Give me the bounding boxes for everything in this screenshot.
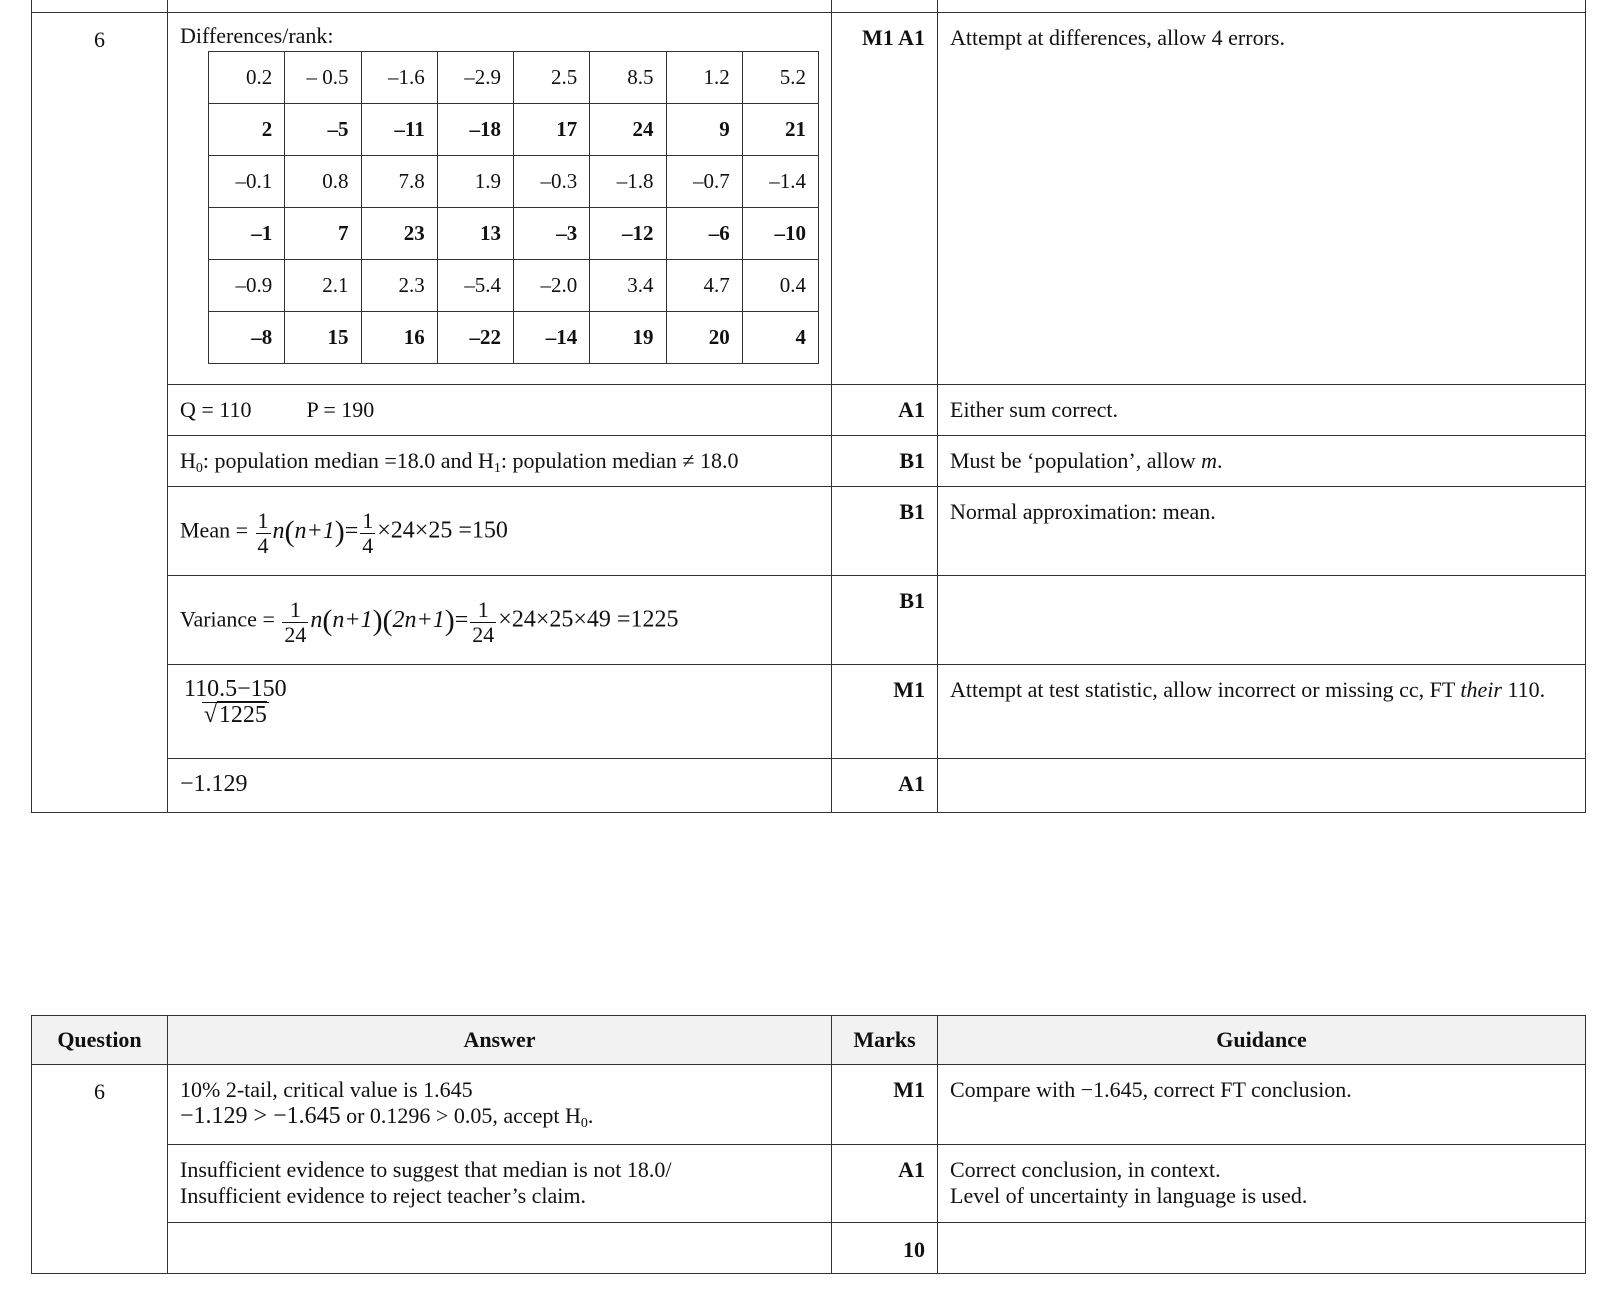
marks-conclusion: A1	[832, 1145, 938, 1223]
difference-cell: 8.5	[590, 52, 666, 104]
rank-cell: 13	[437, 208, 513, 260]
rank-cell: 9	[666, 104, 742, 156]
difference-row	[209, 156, 819, 208]
difference-cell: –2.0	[514, 260, 590, 312]
difference-cell: – 0.5	[285, 52, 361, 104]
rank-cell: –6	[666, 208, 742, 260]
row-sums	[32, 385, 1586, 436]
answer-differences	[168, 13, 832, 385]
guidance-test-statistic: Attempt at test statistic, allow incorrect or missing cc, FT their 110.	[938, 665, 1586, 759]
rank-cell: –3	[514, 208, 590, 260]
marks-result: A1	[832, 759, 938, 813]
rank-cell: 4	[742, 312, 818, 364]
question-number-2: 6	[32, 1065, 168, 1145]
variance-fraction-2: $\frac{1}{24}$	[472, 597, 495, 647]
rank-cell: –8	[209, 312, 285, 364]
rank-cell: 17	[514, 104, 590, 156]
header-marks: Marks	[832, 1016, 938, 1065]
rank-cell: –11	[361, 104, 437, 156]
rank-cell: 7	[285, 208, 361, 260]
answer-variance: Variance = $\frac{1}{24}$ n(n+1)(2n+1)= $\frac{1}{24}$ ×24×25×49 =1225	[168, 576, 832, 665]
sum-q: Q = 110	[180, 397, 252, 422]
header-answer: Answer	[168, 1016, 832, 1065]
mean-fraction-2: $\frac{1}{4}$	[362, 508, 374, 558]
answer-test-statistic	[168, 665, 832, 759]
answer-hypotheses: $H_0$: population median =18.0 and $H_1$: population median ≠ 18.0	[168, 436, 832, 487]
rank-cell: 21	[742, 104, 818, 156]
top-partial-row	[32, 0, 1586, 13]
differences-rank-table	[208, 51, 819, 364]
mean-fraction: $\frac{1}{4}$	[257, 508, 269, 558]
difference-cell: 0.2	[209, 52, 285, 104]
rank-cell: 19	[590, 312, 666, 364]
row-critical-value	[32, 1065, 1586, 1145]
difference-cell: –0.9	[209, 260, 285, 312]
guidance-differences: Attempt at differences, allow 4 errors.	[938, 13, 1586, 385]
difference-cell: 2.1	[285, 260, 361, 312]
difference-cell: 0.8	[285, 156, 361, 208]
guidance-sums: Either sum correct.	[938, 385, 1586, 436]
rank-cell: –5	[285, 104, 361, 156]
rank-cell: –14	[514, 312, 590, 364]
header-row	[32, 1016, 1586, 1065]
answer-sums	[168, 385, 832, 436]
difference-row	[209, 52, 819, 104]
rank-row	[209, 208, 819, 260]
difference-cell: 2.3	[361, 260, 437, 312]
difference-row	[209, 260, 819, 312]
marks-critical-value: M1	[832, 1065, 938, 1145]
difference-cell: –0.3	[514, 156, 590, 208]
guidance-variance	[938, 576, 1586, 665]
answer-result: −1.129	[168, 759, 832, 813]
difference-cell: –2.9	[437, 52, 513, 104]
variance-fraction: $\frac{1}{24}$	[284, 597, 307, 647]
difference-cell: 2.5	[514, 52, 590, 104]
rank-cell: –1	[209, 208, 285, 260]
rank-row	[209, 312, 819, 364]
difference-cell: 3.4	[590, 260, 666, 312]
row-test-statistic	[32, 665, 1586, 759]
marks-total: 10	[832, 1223, 938, 1274]
rank-cell: –18	[437, 104, 513, 156]
test-statistic-fraction: $\frac{110.5-150}{√1225}$	[184, 676, 287, 729]
rank-cell: –12	[590, 208, 666, 260]
markscheme-table-part2	[31, 1015, 1586, 1274]
row-variance	[32, 576, 1586, 665]
difference-cell: 1.9	[437, 156, 513, 208]
rank-row	[209, 104, 819, 156]
rank-cell: –10	[742, 208, 818, 260]
row-total	[32, 1223, 1586, 1274]
rank-cell: 16	[361, 312, 437, 364]
markscheme-table-part1	[31, 0, 1586, 813]
rank-cell: 23	[361, 208, 437, 260]
question-number: 6	[32, 13, 168, 385]
difference-cell: 1.2	[666, 52, 742, 104]
difference-cell: 7.8	[361, 156, 437, 208]
difference-cell: –0.1	[209, 156, 285, 208]
difference-cell: –0.7	[666, 156, 742, 208]
header-question: Question	[32, 1016, 168, 1065]
difference-cell: 5.2	[742, 52, 818, 104]
rank-cell: 20	[666, 312, 742, 364]
marks-hypotheses: B1	[832, 436, 938, 487]
guidance-conclusion: Correct conclusion, in context. Level of uncertainty in language is used.	[938, 1145, 1586, 1223]
difference-cell: –1.6	[361, 52, 437, 104]
row-hypotheses	[32, 436, 1586, 487]
rank-cell: 2	[209, 104, 285, 156]
difference-cell: 4.7	[666, 260, 742, 312]
guidance-critical-value: Compare with −1.645, correct FT conclusion.	[938, 1065, 1586, 1145]
answer-conclusion: Insufficient evidence to suggest that median is not 18.0/ Insufficient evidence to reject teacher’s claim.	[168, 1145, 832, 1223]
row-conclusion	[32, 1145, 1586, 1223]
guidance-result	[938, 759, 1586, 813]
row-differences	[32, 13, 1586, 385]
difference-cell: –5.4	[437, 260, 513, 312]
marks-variance: B1	[832, 576, 938, 665]
marks-test-statistic: M1	[832, 665, 938, 759]
marks-sums: A1	[832, 385, 938, 436]
marks-mean: B1	[832, 487, 938, 576]
marks-differences: M1 A1	[832, 13, 938, 385]
row-result	[32, 759, 1586, 813]
rank-cell: 15	[285, 312, 361, 364]
row-mean	[32, 487, 1586, 576]
rank-cell: 24	[590, 104, 666, 156]
differences-label: Differences/rank:	[180, 23, 334, 48]
header-guidance: Guidance	[938, 1016, 1586, 1065]
answer-critical-value: 10% 2-tail, critical value is 1.645 −1.129 > −1.645 or 0.1296 > 0.05, accept $H_0$.	[168, 1065, 832, 1145]
sum-p: P = 190	[306, 397, 375, 422]
guidance-hypotheses: Must be ‘population’, allow m.	[938, 436, 1586, 487]
difference-cell: –1.4	[742, 156, 818, 208]
difference-cell: 0.4	[742, 260, 818, 312]
answer-mean: Mean = $\frac{1}{4}$ n(n+1)= $\frac{1}{4}$ ×24×25 =150	[168, 487, 832, 576]
rank-cell: –22	[437, 312, 513, 364]
difference-cell: –1.8	[590, 156, 666, 208]
guidance-mean: Normal approximation: mean.	[938, 487, 1586, 576]
